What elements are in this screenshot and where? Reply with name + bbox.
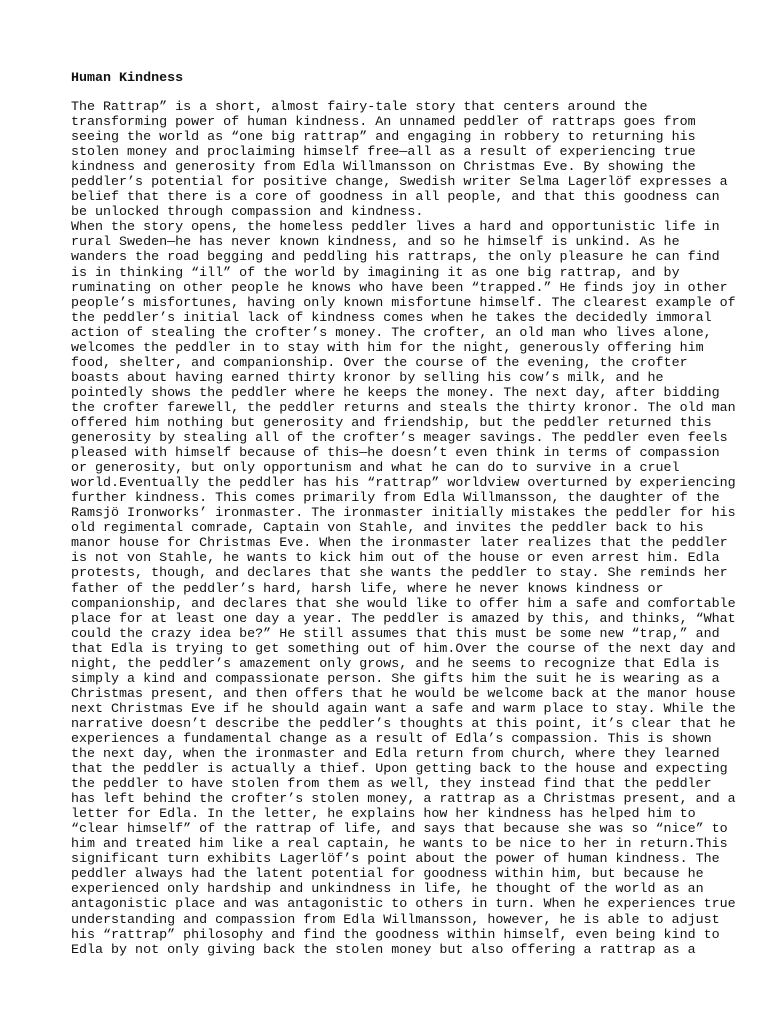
text-line: peddler always had the latent potential for goodness within him, but because he: [71, 867, 704, 883]
text-line: is in thinking “ill” of the world by imagining it as one big rattrap, and by: [71, 265, 680, 281]
text-line: rural Sweden—he has never known kindness, and so he himself is unkind. As he: [71, 235, 680, 251]
text-line: father of the peddler’s hard, harsh life, where he never knows kindness or: [71, 581, 664, 597]
text-line: next Christmas Eve if he should again want a safe and warm place to stay. While the: [71, 701, 736, 717]
text-line: that the peddler is actually a thief. Upon getting back to the house and expecting: [71, 762, 728, 778]
text-line: pleased with himself because of this—he doesn’t even think in terms of compassion: [71, 446, 720, 462]
text-line: companionship, and declares that she would like to offer him a safe and comfortable: [71, 596, 736, 612]
text-line: is not von Stahle, he wants to kick him out of the house or even arrest him. Edla: [71, 551, 720, 567]
text-line: understanding and compassion from Edla Willmansson, however, he is able to adjust: [71, 912, 720, 928]
text-line: old regimental comrade, Captain von Stahle, and invites the peddler back to his: [71, 521, 704, 537]
text-line: belief that there is a core of goodness in all people, and that this goodness can: [71, 190, 720, 206]
text-line: ruminating on other people he knows who have been “trapped.” He finds joy in other: [71, 280, 728, 296]
text-line: seeing the world as “one big rattrap” and engaging in robbery to returning his: [71, 130, 696, 146]
text-line: protests, though, and declares that she wants the peddler to stay. She reminds her: [71, 566, 728, 582]
text-line: pointedly shows the peddler where he keeps the money. The next day, after bidding: [71, 385, 720, 401]
text-line: manor house for Christmas Eve. When the ironmaster later realizes that the peddler: [71, 536, 728, 552]
text-line: generosity by stealing all of the crofter’s meager savings. The peddler even feels: [71, 431, 728, 447]
text-line: has left behind the crofter’s stolen money, a rattrap as a Christmas present, and a: [71, 792, 736, 808]
text-line: boasts about having earned thirty kronor by selling his cow’s milk, and he: [71, 370, 664, 386]
text-line: people’s misfortunes, having only known misfortune himself. The clearest example of: [71, 295, 736, 311]
text-line: “clear himself” of the rattrap of life, and says that because she was so “nice” to: [71, 822, 728, 838]
text-line: transforming power of human kindness. An unnamed peddler of rattraps goes from: [71, 115, 696, 131]
text-line: significant turn exhibits Lagerlöf’s point about the power of human kindness. The: [71, 852, 720, 868]
text-line: that Edla is trying to get something out of him.Over the course of the next day and: [71, 641, 736, 657]
text-line: antagonistic place and was antagonistic to others in turn. When he experiences true: [71, 897, 736, 913]
text-line: Christmas present, and then offers that he would be welcome back at the manor house: [71, 686, 736, 702]
text-line: be unlocked through compassion and kindness.: [71, 205, 424, 221]
text-line: food, shelter, and companionship. Over the course of the evening, the crofter: [71, 355, 688, 371]
text-line: Edla by not only giving back the stolen money but also offering a rattrap as a: [71, 942, 696, 958]
text-line: the crofter farewell, the peddler returns and steals the thirty kronor. The old man: [71, 400, 736, 416]
text-line: him and treated him like a real captain, he wants to be nice to her in return.This: [71, 837, 728, 853]
text-line: peddler’s potential for positive change, Swedish writer Selma Lagerlöf expresses a: [71, 175, 728, 191]
text-line: The Rattrap” is a short, almost fairy-tale story that centers around the: [71, 100, 648, 115]
text-line: experienced only hardship and unkindness in life, he thought of the world as an: [71, 882, 704, 898]
text-line: kindness and generosity from Edla Willmansson on Christmas Eve. By showing the: [71, 160, 696, 176]
text-line: narrative doesn’t describe the peddler’s thoughts at this point, it’s clear that he: [71, 716, 736, 732]
text-line: world.Eventually the peddler has his “rattrap” worldview overturned by experiencing: [71, 476, 736, 492]
text-line: or generosity, but only opportunism and what he can do to survive in a cruel: [71, 461, 680, 477]
text-line: his “rattrap” philosophy and find the goodness within himself, even being kind to: [71, 927, 720, 943]
text-line: the peddler to have stolen from them as well, they instead find that the peddler: [71, 777, 712, 793]
text-line: letter for Edla. In the letter, he explains how her kindness has helped him to: [71, 807, 696, 823]
text-line: the peddler’s initial lack of kindness comes when he takes the decidedly immoral: [71, 310, 712, 326]
text-line: Ramsjö Ironworks’ ironmaster. The ironmaster initially mistakes the peddler for his: [71, 506, 736, 522]
text-line: place for at least one day a year. The peddler is amazed by this, and thinks, “What: [71, 611, 736, 627]
text-line: simply a kind and compassionate person. She gifts him the suit he is wearing as a: [71, 671, 720, 687]
text-line: action of stealing the crofter’s money. The crofter, an old man who lives alone,: [71, 325, 712, 341]
text-line: could the crazy idea be?” He still assumes that this must be some new “trap,” and: [71, 626, 720, 642]
text-line: the next day, when the ironmaster and Edla return from church, where they learned: [71, 747, 720, 763]
text-line: welcomes the peddler in to stay with him for the night, generously offering him: [71, 340, 704, 356]
text-line: offered him nothing but generosity and friendship, but the peddler returned this: [71, 415, 712, 431]
text-line: night, the peddler’s amazement only grows, and he seems to recognize that Edla is: [71, 656, 720, 672]
text-line: experiences a fundamental change as a result of Edla’s compassion. This is shown: [71, 731, 712, 747]
document-body: [71, 100, 736, 958]
text-line: wanders the road begging and peddling his rattraps, the only pleasure he can find: [71, 250, 720, 266]
text-line: further kindness. This comes primarily from Edla Willmansson, the daughter of the: [71, 491, 720, 507]
document-title: Human Kindness: [71, 71, 184, 86]
text-line: stolen money and proclaiming himself free—all as a result of experiencing true: [71, 145, 696, 161]
text-line: When the story opens, the homeless peddler lives a hard and opportunistic life in: [71, 220, 720, 236]
